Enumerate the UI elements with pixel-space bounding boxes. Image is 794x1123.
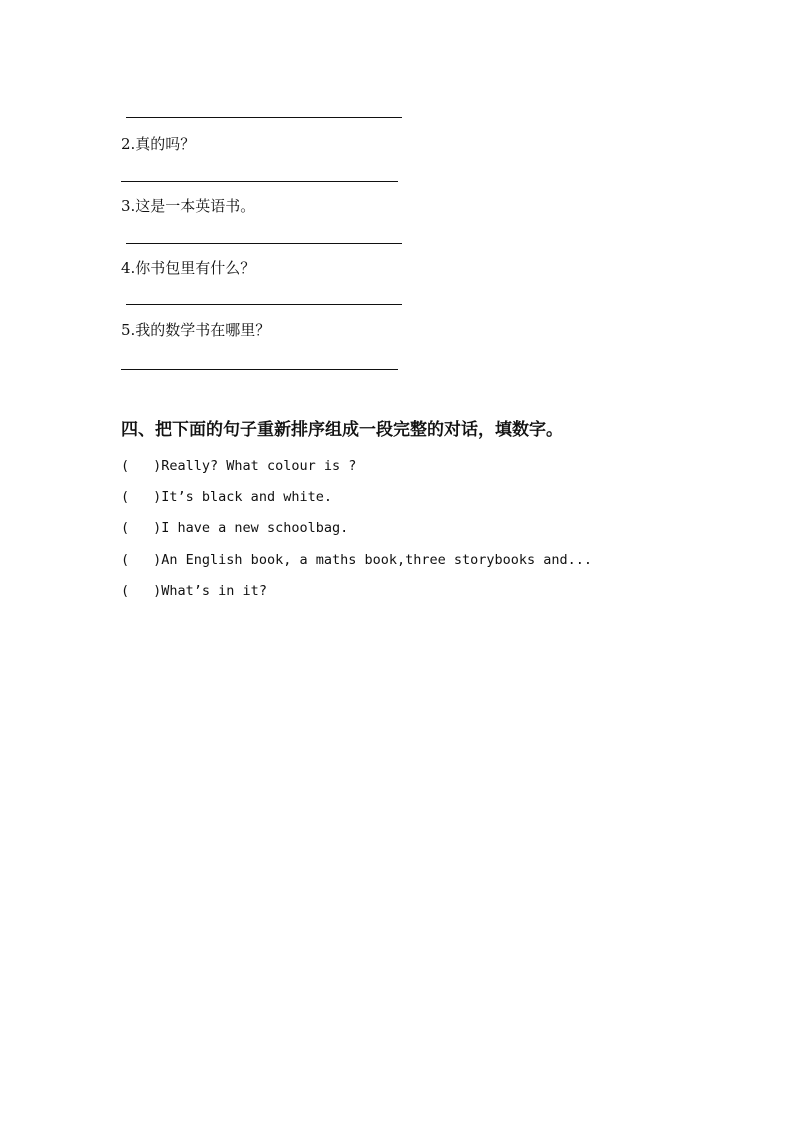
dialogue-text-3: I have a new schoolbag. xyxy=(161,520,349,536)
answer-line-4[interactable] xyxy=(126,304,402,305)
answer-line-1[interactable] xyxy=(126,117,402,118)
dialogue-text-4: An English book, a maths book,three storybooks and... xyxy=(161,552,593,568)
answer-paren-close: ) xyxy=(153,489,162,505)
answer-line-2[interactable] xyxy=(121,181,398,182)
dialogue-item-2 xyxy=(121,487,332,507)
answer-paren-open: ( xyxy=(121,520,130,536)
question-5: 5.我的数学书在哪里？ xyxy=(121,321,271,339)
dialogue-item-4 xyxy=(121,550,592,570)
dialogue-text-1: Really? What colour is ? xyxy=(161,458,357,474)
answer-paren-open: ( xyxy=(121,552,130,568)
answer-paren-close: ) xyxy=(153,458,162,474)
question-3: 3.这是一本英语书。 xyxy=(121,197,256,215)
question-2: 2.真的吗？ xyxy=(121,135,196,153)
section-heading: 四、把下面的句子重新排序组成一段完整的对话，填数字。 xyxy=(121,420,563,440)
dialogue-text-2: It’s black and white. xyxy=(161,489,332,505)
answer-paren-open: ( xyxy=(121,489,130,505)
answer-paren-close: ) xyxy=(153,583,162,599)
dialogue-text-5: What’s in it? xyxy=(161,583,267,599)
question-4: 4.你书包里有什么？ xyxy=(121,259,256,277)
answer-paren-close: ) xyxy=(153,520,162,536)
dialogue-item-3 xyxy=(121,518,348,538)
answer-paren-open: ( xyxy=(121,458,130,474)
answer-paren-open: ( xyxy=(121,583,130,599)
dialogue-item-1 xyxy=(121,456,356,476)
dialogue-item-5 xyxy=(121,581,267,601)
answer-paren-close: ) xyxy=(153,552,162,568)
answer-line-3[interactable] xyxy=(126,243,402,244)
answer-line-5[interactable] xyxy=(121,369,398,370)
